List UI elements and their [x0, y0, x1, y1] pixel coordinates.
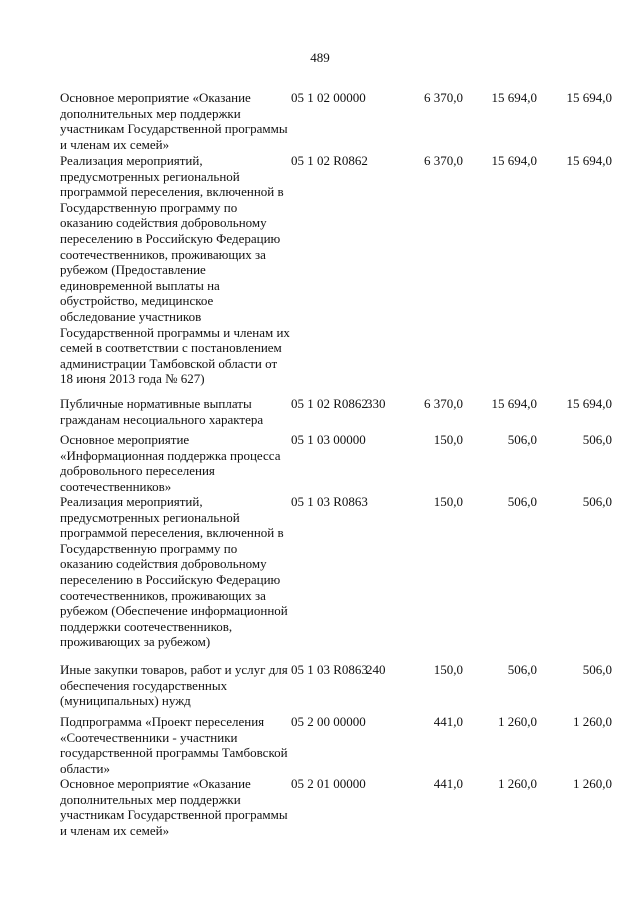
row-value-3: 506,0	[582, 432, 612, 447]
row-name: Основное мероприятие «Оказание дополнительных мер поддержки участникам Государственной программы и членам их семей»	[60, 776, 288, 838]
row-value-1: 441,0	[433, 714, 463, 729]
row-value-1: 150,0	[433, 494, 463, 509]
row-value-1: 150,0	[433, 432, 463, 447]
row-value-2: 15 694,0	[491, 396, 537, 411]
row-name: Основное мероприятие «Информационная поддержка процесса добровольного переселения соотечественников»	[60, 432, 281, 494]
row-value-3: 1 260,0	[573, 776, 612, 791]
row-value-3: 15 694,0	[566, 90, 612, 105]
page-number: 489	[310, 50, 330, 65]
row-value-2: 1 260,0	[498, 776, 537, 791]
row-name: Иные закупки товаров, работ и услуг для обеспечения государственных (муниципальных) нужд	[60, 662, 288, 709]
row-name: Публичные нормативные выплаты гражданам несоциального характера	[60, 396, 264, 427]
row-value-3: 15 694,0	[566, 153, 612, 168]
row-value-2: 506,0	[507, 662, 537, 677]
row-value-1: 441,0	[433, 776, 463, 791]
row-value-2: 506,0	[507, 432, 537, 447]
row-code: 05 1 03 R0863	[291, 662, 368, 677]
row-code: 05 1 03 00000	[291, 432, 366, 447]
row-value-2: 15 694,0	[491, 153, 537, 168]
row-expense-type: 330	[366, 396, 386, 411]
row-expense-type: 240	[366, 662, 386, 677]
row-value-1: 6 370,0	[424, 153, 463, 168]
row-value-2: 15 694,0	[491, 90, 537, 105]
row-value-1: 150,0	[433, 662, 463, 677]
row-code: 05 1 02 R0862	[291, 396, 368, 411]
row-value-2: 506,0	[507, 494, 537, 509]
row-code: 05 1 03 R0863	[291, 494, 368, 509]
row-value-3: 1 260,0	[573, 714, 612, 729]
row-value-3: 506,0	[582, 662, 612, 677]
row-value-3: 15 694,0	[566, 396, 612, 411]
row-name: Подпрограмма «Проект переселения «Соотечественники - участники государственной программы Тамбовской области»	[60, 714, 288, 776]
row-name: Реализация мероприятий, предусмотренных региональной программой переселения, включенной в Государственную программу по оказанию содействия добровольному переселению в Российскую Федерацию соотечественников, проживающих за рубежом (Предоставление единовременной выплаты на обустройство, медицинское обследование участников Государственной программы и членам их семей в соответствии с постановлением администрации Тамбовской области от 18 июня 2013 года № 627)	[60, 153, 290, 387]
row-code: 05 1 02 R0862	[291, 153, 368, 168]
row-value-2: 1 260,0	[498, 714, 537, 729]
row-code: 05 2 01 00000	[291, 776, 366, 791]
row-name: Реализация мероприятий, предусмотренных региональной программой переселения, включенной в Государственную программу по оказанию содействия добровольному переселению в Российскую Федерацию соотечественников, проживающих за рубежом (Обеспечение информационной поддержки соотечественников, проживающих за рубежом)	[60, 494, 288, 650]
row-value-3: 506,0	[582, 494, 612, 509]
row-value-1: 6 370,0	[424, 90, 463, 105]
row-name: Основное мероприятие «Оказание дополнительных мер поддержки участникам Государственной программы и членам их семей»	[60, 90, 288, 152]
row-value-1: 6 370,0	[424, 396, 463, 411]
row-code: 05 1 02 00000	[291, 90, 366, 105]
row-code: 05 2 00 00000	[291, 714, 366, 729]
